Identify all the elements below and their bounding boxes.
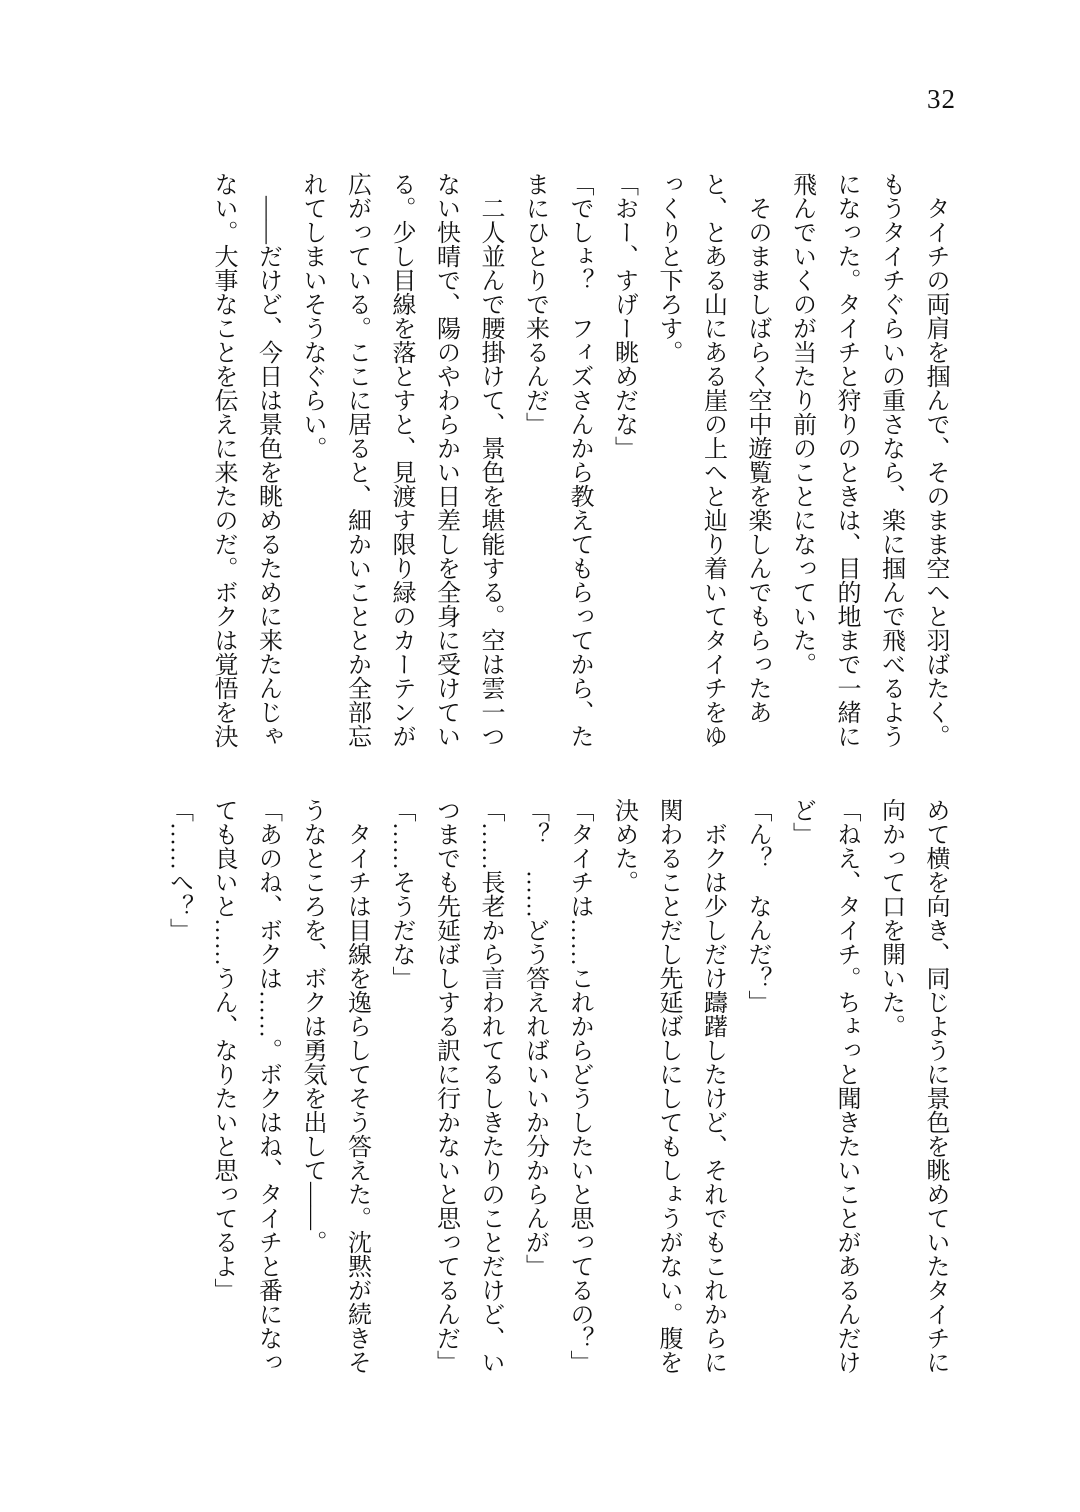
text-block-bottom xyxy=(156,798,957,1374)
paragraph: ――だけど、今日は景色を眺めるために来たんじゃない。大事なことを伝えに来たのだ。ボクは覚悟を決 xyxy=(210,172,281,748)
paragraph: 「タイチは……これからどうしたいと思ってるの？」 xyxy=(566,798,592,1374)
paragraph: タイチの両肩を掴んで、そのまま空へと羽ばたく。もうタイチぐらいの重さなら、楽に掴んで飛べるようになった。タイチと狩りのときは、目的地まで一緒に飛んでいくのが当たり前のことになっていた。 xyxy=(788,172,948,748)
paragraph: 「ん？ なんだ？」 xyxy=(744,798,770,1014)
paragraph: 「？ ……どう答えればいいか分からんが」 xyxy=(521,798,548,1278)
text-block-top xyxy=(201,172,958,748)
paragraph: めて横を向き、同じように景色を眺めていたタイチに向かって口を開いた。 xyxy=(877,798,948,1374)
paragraph: 「……そうだな」 xyxy=(388,798,414,990)
paragraph: 「……長老から言われてるしきたりのことだけど、いつまでも先延ばしする訳に行かないと思ってるんだ」 xyxy=(432,798,503,1374)
paragraph: タイチは目線を逸らしてそう答えた。沈黙が続きそうなところを、ボクは勇気を出して――。 xyxy=(299,798,370,1374)
paragraph: そのまましばらく空中遊覧を楽しんでもらったあと、とある山にある崖の上へと辿り着いてタイチをゆっくりと下ろす。 xyxy=(655,172,770,748)
paragraph: 「あのね、ボクは……。ボクはね、タイチと番になっても良いと……うん、なりたいと思ってるよ」 xyxy=(210,798,281,1374)
paragraph: ボクは少しだけ躊躇したけど、それでもこれからに関わることだし先延ばしにしてもしょうがない。腹を決めた。 xyxy=(610,798,726,1374)
paragraph: 「でしょ？ フィズさんから教えてもらってから、たまにひとりで来るんだ」 xyxy=(521,172,592,748)
paragraph: 二人並んで腰掛けて、景色を堪能する。空は雲一つない快晴で、陽のやわらかい日差しを全身に受けている。少し目線を落とすと、見渡す限り緑のカーテンが広がっている。ここに居ると、細かいこととか全部忘れてしまいそうなぐらい。 xyxy=(299,172,503,748)
paragraph: 「……へ？」 xyxy=(165,798,192,942)
page-number: 32 xyxy=(927,84,956,114)
paragraph: 「おー、すげー眺めだな」 xyxy=(610,172,637,460)
paragraph: 「ねえ、タイチ。ちょっと聞きたいことがあるんだけど」 xyxy=(788,798,859,1374)
